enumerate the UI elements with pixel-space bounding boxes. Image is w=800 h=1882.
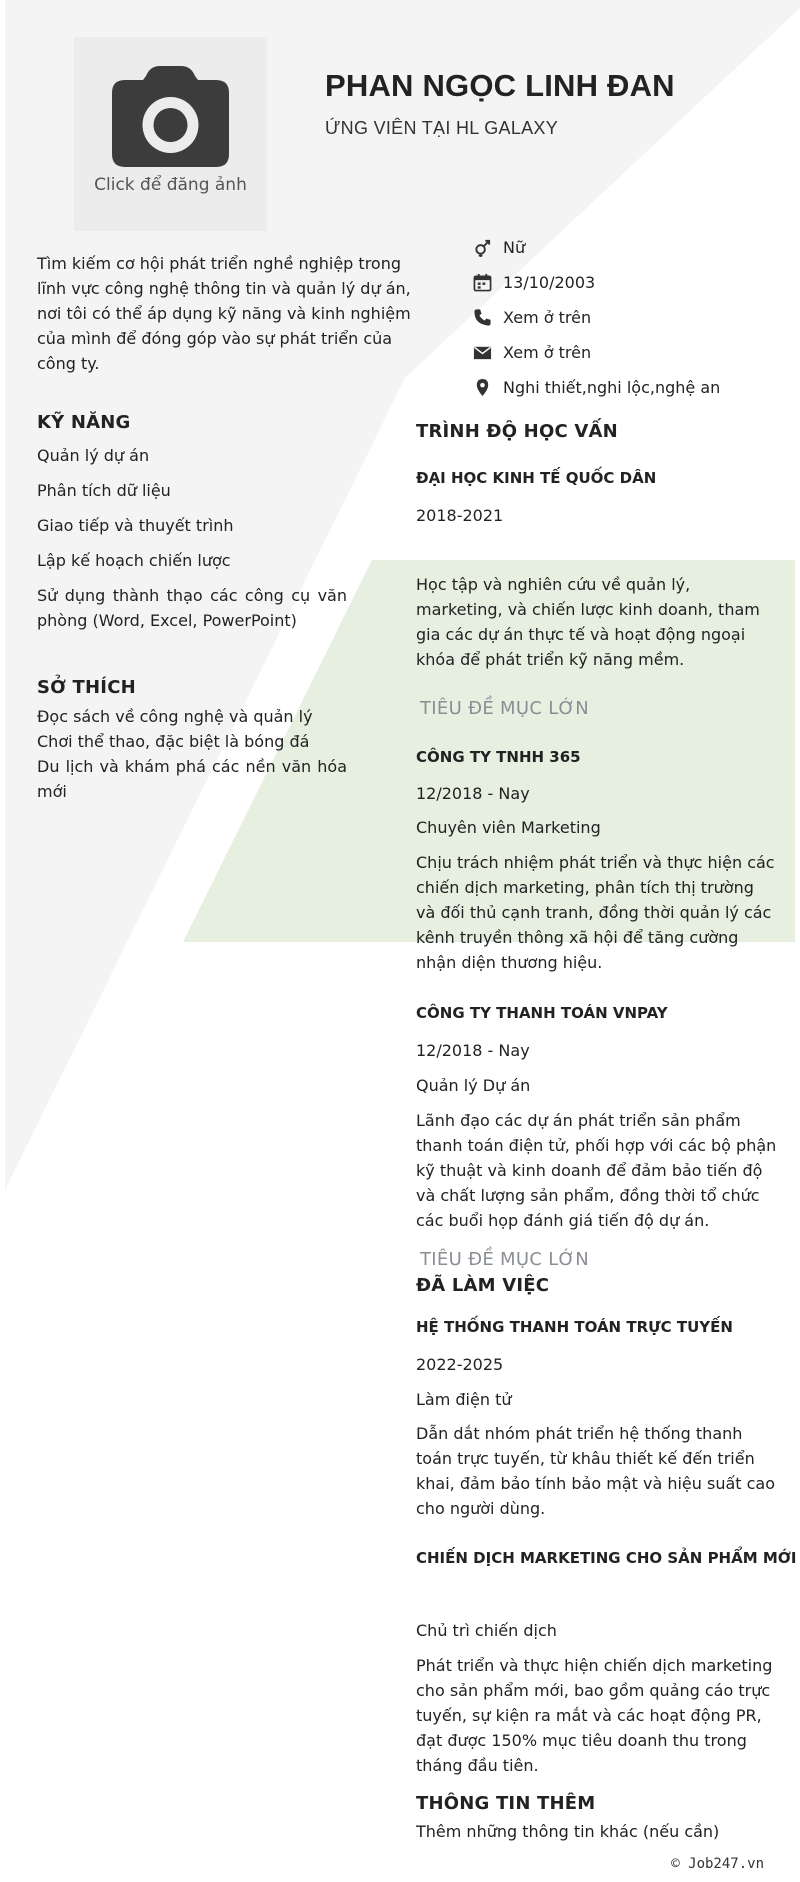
project-role: Làm điện tử [416,1390,512,1409]
projects-title: ĐÃ LÀM VIỆC [416,1275,550,1296]
job-period: 12/2018 - Nay [416,1041,530,1060]
job-role: Chuyên viên Marketing [416,818,601,837]
project-name: CHIẾN DỊCH MARKETING CHO SẢN PHẨM MỚI [416,1549,797,1567]
info-email-value: Xem ở trên [503,343,592,362]
job-description: Lãnh đạo các dự án phát triển sản phẩm thanh toán điện tử, phối hợp với các bộ phận kỹ thuật và kinh doanh để đảm bảo tiến độ và chất lượng sản phẩm, đồng thời tổ chức các buổi họp đánh giá tiến độ dự án. [416,1111,777,1230]
job-role: Quản lý Dự án [416,1076,531,1095]
info-address [473,370,793,405]
info-phone [473,300,793,335]
info-birthdate [473,265,793,300]
skill-item: Giao tiếp và thuyết trình [37,516,234,535]
info-phone-value: Xem ở trên [503,308,592,327]
info-gender [473,230,793,265]
job-description: Chịu trách nhiệm phát triển và thực hiện các chiến dịch marketing, phân tích thị trường và đối thủ cạnh tranh, đồng thời quản lý các kênh truyền thông xã hội để tăng cường nhận diện thương hiệu. [416,853,775,972]
photo-upload-label: Click để đăng ảnh [94,174,247,195]
job-period: 12/2018 - Nay [416,784,530,803]
info-email [473,335,793,370]
calendar-icon [473,273,503,292]
project-role: Chủ trì chiến dịch [416,1621,557,1640]
email-icon [473,343,503,362]
footer-watermark: © Job247.vn [671,1856,764,1872]
hobby-item: Du lịch và khám phá các nền văn hóa mới [37,757,347,801]
career-objective: Tìm kiếm cơ hội phát triển nghề nghiệp trong lĩnh vực công nghệ thông tin và quản lý dự án, nơi tôi có thể áp dụng kỹ năng và kinh nghiệm của mình để đóng góp vào sự phát triển của công ty. [37,254,411,373]
hobby-item: Đọc sách về công nghệ và quản lý [37,707,313,726]
job-company: CÔNG TY TNHH 365 [416,748,581,766]
personal-info [473,230,793,405]
skill-item: Quản lý dự án [37,446,150,465]
gender-icon [473,238,503,257]
additional-info-text: Thêm những thông tin khác (nếu cần) [416,1822,720,1841]
project-name: HỆ THỐNG THANH TOÁN TRỰC TUYẾN [416,1318,733,1336]
project-period: 2022-2025 [416,1355,504,1374]
phone-icon [473,308,503,327]
camera-icon [112,66,229,167]
location-pin-icon [473,378,503,397]
additional-info-title: THÔNG TIN THÊM [416,1793,596,1814]
skill-item: Sử dụng thành thạo các công cụ văn phòng (Word, Excel, PowerPoint) [37,586,347,630]
info-address-value: Nghi thiết,nghi lộc,nghệ an [503,378,721,397]
education-description: Học tập và nghiên cứu về quản lý, marketing, và chiến lược kinh doanh, tham gia các dự án thực tế và hoạt động ngoại khóa để phát triển kỹ năng mềm. [416,575,760,669]
info-birthdate-value: 13/10/2003 [503,273,596,292]
skill-item: Phân tích dữ liệu [37,481,171,500]
education-title: TRÌNH ĐỘ HỌC VẤN [416,421,618,442]
photo-upload[interactable] [74,37,267,231]
candidate-position: ỨNG VIÊN TẠI HL GALAXY [325,118,559,138]
hobby-item: Chơi thể thao, đặc biệt là bóng đá [37,732,310,751]
experience-title: TIÊU ĐỀ MỤC LỚN [420,698,590,719]
skill-item: Lập kế hoạch chiến lược [37,551,231,570]
job-company: CÔNG TY THANH TOÁN VNPAY [416,1004,668,1022]
skills-title: KỸ NĂNG [37,412,131,433]
education-period: 2018-2021 [416,506,504,525]
project-description: Dẫn dắt nhóm phát triển hệ thống thanh toán trực tuyến, từ khâu thiết kế đến triển khai, đảm bảo tính bảo mật và hiệu suất cao cho người dùng. [416,1424,776,1518]
candidate-name: PHAN NGỌC LINH ĐAN [325,68,675,103]
education-school: ĐẠI HỌC KINH TẾ QUỐC DÂN [416,469,657,487]
project-description: Phát triển và thực hiện chiến dịch marketing cho sản phẩm mới, bao gồm quảng cáo trực tuyến, sự kiện ra mắt và các hoạt động PR, đạt được 150% mục tiêu doanh thu trong tháng đầu tiên. [416,1656,773,1775]
skills-section [37,412,347,633]
info-gender-value: Nữ [503,238,526,257]
hobbies-section [37,677,347,804]
projects-muted-title: TIÊU ĐỀ MỤC LỚN [420,1249,590,1270]
hobbies-title: SỞ THÍCH [37,677,136,698]
